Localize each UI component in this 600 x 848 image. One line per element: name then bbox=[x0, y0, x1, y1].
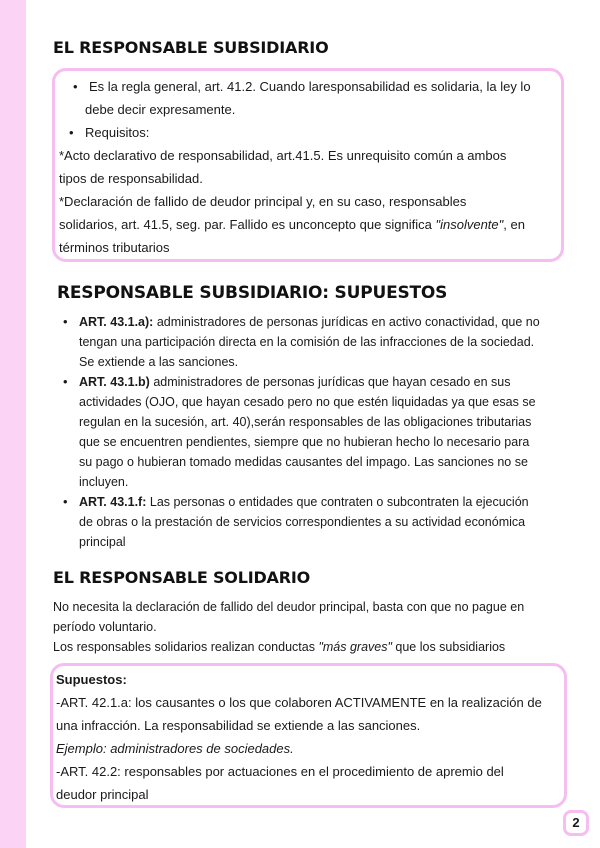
supuestos-list bbox=[63, 312, 579, 552]
list-item: • ART. 43.1.a): administradores de personas jurídicas en activo conactividad, que no tengan una participación directa en la comisión de las infracciones de la sociedad. Se extiende a las sanciones. bbox=[63, 314, 540, 369]
box-line: una infracción. La responsabilidad se extiende a las sanciones. bbox=[56, 718, 421, 733]
page-number: 2 bbox=[563, 810, 589, 836]
section-title-subsidiario: EL RESPONSABLE SUBSIDIARIO bbox=[53, 38, 329, 57]
box-title: Supuestos: bbox=[56, 672, 127, 687]
requisito-1: *Acto declarativo de responsabilidad, art.41.5. Es unrequisito común a ambos tipos de responsabilidad. bbox=[59, 148, 507, 186]
box-example: Ejemplo: administradores de sociedades. bbox=[56, 741, 294, 756]
left-decorative-strip bbox=[0, 0, 26, 848]
solidario-supuestos-box bbox=[50, 663, 567, 808]
section-title-supuestos: RESPONSABLE SUBSIDIARIO: SUPUESTOS bbox=[57, 283, 448, 303]
section-title-solidario: EL RESPONSABLE SOLIDARIO bbox=[53, 568, 310, 587]
box-line: -ART. 42.1.a: los causantes o los que colaboren ACTIVAMENTE en la realización de bbox=[56, 695, 542, 710]
list-item: • ART. 43.1.b) administradores de personas jurídicas que hayan cesado en sus actividades (OJO, que hayan cesado pero no que estén liquidadas ya que esas se regulan en la sucesión, art. 40),serán responsables de las obligaciones tributarias que se encuentren pendientes, siempre que no hubieran hecho lo necesario para su pago o hubieran tomado medidas causantes del impago. Las sanciones no se incluyen. bbox=[63, 374, 536, 489]
list-item: • Es la regla general, art. 41.2. Cuando laresponsabilidad es solidaria, la ley lo debe decir expresamente. bbox=[73, 79, 531, 117]
requisito-2: *Declaración de fallido de deudor principal y, en su caso, responsables solidarios, art. 41.5, seg. par. Fallido es unconcepto que significa "insolvente", en términos tributarios bbox=[59, 194, 525, 255]
solidario-paragraph: No necesita la declaración de fallido del deudor principal, basta con que no pague en período voluntario. Los responsables solidarios realizan conductas "más graves" que los subsidiarios bbox=[53, 600, 525, 654]
subsidiario-box bbox=[52, 68, 564, 262]
box-line: deudor principal bbox=[56, 787, 149, 802]
list-item: • Requisitos: bbox=[69, 125, 150, 140]
box-line: -ART. 42.2: responsables por actuaciones en el procedimiento de apremio del bbox=[56, 764, 504, 779]
list-item: • ART. 43.1.f: Las personas o entidades que contraten o subcontraten la ejecución de obras o la prestación de servicios correspondientes a su actividad económica principal bbox=[63, 494, 529, 549]
